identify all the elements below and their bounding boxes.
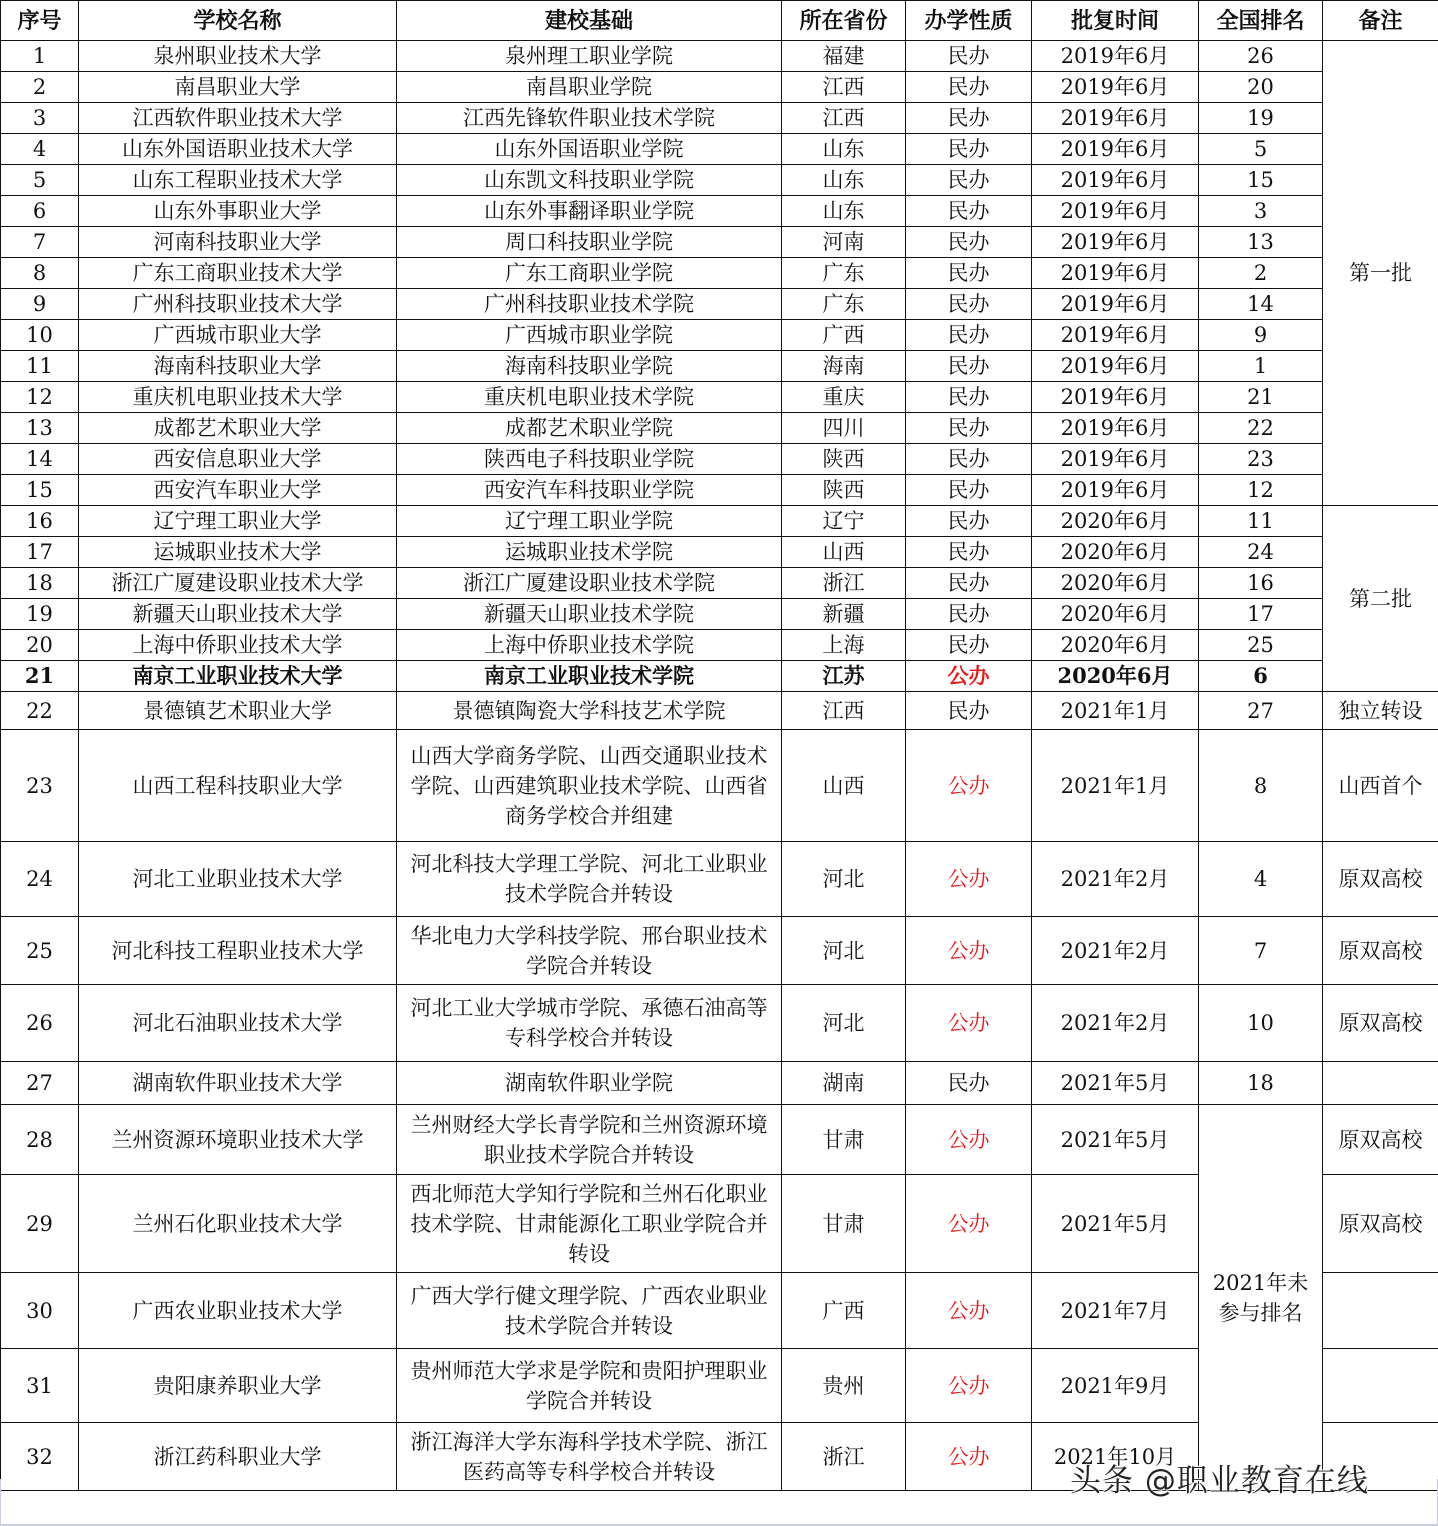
cell-school-name: 上海中侨职业技术大学 bbox=[79, 630, 397, 661]
cell-no: 21 bbox=[1, 661, 79, 692]
table-row bbox=[1, 165, 1438, 196]
cell-type: 公办 bbox=[906, 1423, 1032, 1491]
cell-note: 独立转设 bbox=[1323, 692, 1438, 730]
table-row bbox=[1, 320, 1438, 351]
cell-approval-date: 2021年9月 bbox=[1032, 1349, 1199, 1423]
cell-type: 公办 bbox=[906, 1175, 1032, 1273]
cell-province: 上海 bbox=[782, 630, 906, 661]
cell-approval-date: 2021年2月 bbox=[1032, 842, 1199, 917]
cell-no: 31 bbox=[1, 1349, 79, 1423]
cell-founding-base: 河北工业大学城市学院、承德石油高等专科学校合并转设 bbox=[397, 985, 782, 1062]
cell-province: 山西 bbox=[782, 730, 906, 842]
cell-type: 民办 bbox=[906, 320, 1032, 351]
cell-approval-date: 2019年6月 bbox=[1032, 289, 1199, 320]
col-header-province: 所在省份 bbox=[782, 1, 906, 41]
cell-province: 海南 bbox=[782, 351, 906, 382]
table-row bbox=[1, 537, 1438, 568]
cell-approval-date: 2020年6月 bbox=[1032, 599, 1199, 630]
cell-school-name: 新疆天山职业技术大学 bbox=[79, 599, 397, 630]
table-row bbox=[1, 506, 1438, 537]
cell-rank: 12 bbox=[1199, 475, 1323, 506]
cell-school-name: 河北科技工程职业技术大学 bbox=[79, 917, 397, 985]
cell-note: 原双高校 bbox=[1323, 842, 1438, 917]
cell-founding-base: 贵州师范大学求是学院和贵阳护理职业学院合并转设 bbox=[397, 1349, 782, 1423]
cell-note bbox=[1323, 1349, 1438, 1423]
cell-type: 公办 bbox=[906, 1349, 1032, 1423]
cell-type: 民办 bbox=[906, 103, 1032, 134]
cell-type: 民办 bbox=[906, 289, 1032, 320]
cell-province: 山东 bbox=[782, 165, 906, 196]
cell-rank: 27 bbox=[1199, 692, 1323, 730]
cell-founding-base: 泉州理工职业学院 bbox=[397, 41, 782, 72]
cell-approval-date: 2020年6月 bbox=[1032, 568, 1199, 599]
cell-founding-base: 兰州财经大学长青学院和兰州资源环境职业技术学院合并转设 bbox=[397, 1105, 782, 1175]
cell-approval-date: 2019年6月 bbox=[1032, 258, 1199, 289]
cell-founding-base: 河北科技大学理工学院、河北工业职业技术学院合并转设 bbox=[397, 842, 782, 917]
cell-type: 民办 bbox=[906, 475, 1032, 506]
cell-founding-base: 山东凯文科技职业学院 bbox=[397, 165, 782, 196]
cell-rank: 21 bbox=[1199, 382, 1323, 413]
cell-founding-base: 湖南软件职业学院 bbox=[397, 1062, 782, 1105]
col-header-date: 批复时间 bbox=[1032, 1, 1199, 41]
cell-approval-date: 2020年6月 bbox=[1032, 630, 1199, 661]
cell-type: 民办 bbox=[906, 227, 1032, 258]
col-header-note: 备注 bbox=[1323, 1, 1438, 41]
cell-approval-date: 2019年6月 bbox=[1032, 382, 1199, 413]
cell-province: 河南 bbox=[782, 227, 906, 258]
cell-founding-base: 辽宁理工职业学院 bbox=[397, 506, 782, 537]
cell-no: 24 bbox=[1, 842, 79, 917]
cell-rank: 26 bbox=[1199, 41, 1323, 72]
cell-no: 9 bbox=[1, 289, 79, 320]
cell-rank: 7 bbox=[1199, 917, 1323, 985]
cell-province: 江西 bbox=[782, 692, 906, 730]
cell-rank: 14 bbox=[1199, 289, 1323, 320]
cell-no: 26 bbox=[1, 985, 79, 1062]
cell-rank: 4 bbox=[1199, 842, 1323, 917]
cell-approval-date: 2021年1月 bbox=[1032, 692, 1199, 730]
cell-no: 5 bbox=[1, 165, 79, 196]
table-row bbox=[1, 475, 1438, 506]
table-row bbox=[1, 258, 1438, 289]
cell-province: 新疆 bbox=[782, 599, 906, 630]
cell-approval-date: 2019年6月 bbox=[1032, 227, 1199, 258]
table-row bbox=[1, 227, 1438, 258]
table-row bbox=[1, 351, 1438, 382]
cell-no: 20 bbox=[1, 630, 79, 661]
col-header-base: 建校基础 bbox=[397, 1, 782, 41]
cell-rank: 1 bbox=[1199, 351, 1323, 382]
cell-approval-date: 2021年5月 bbox=[1032, 1175, 1199, 1273]
cell-type: 民办 bbox=[906, 72, 1032, 103]
cell-no: 12 bbox=[1, 382, 79, 413]
cell-founding-base: 西安汽车科技职业学院 bbox=[397, 475, 782, 506]
col-header-name: 学校名称 bbox=[79, 1, 397, 41]
cell-province: 浙江 bbox=[782, 568, 906, 599]
cell-no: 14 bbox=[1, 444, 79, 475]
cell-school-name: 贵阳康养职业大学 bbox=[79, 1349, 397, 1423]
cell-note: 山西首个 bbox=[1323, 730, 1438, 842]
header-row bbox=[1, 1, 1438, 41]
cell-province: 河北 bbox=[782, 842, 906, 917]
cell-rank: 9 bbox=[1199, 320, 1323, 351]
cell-approval-date: 2021年5月 bbox=[1032, 1105, 1199, 1175]
cell-school-name: 河南科技职业大学 bbox=[79, 227, 397, 258]
cell-no: 25 bbox=[1, 917, 79, 985]
cell-school-name: 西安汽车职业大学 bbox=[79, 475, 397, 506]
cell-school-name: 广东工商职业技术大学 bbox=[79, 258, 397, 289]
cell-approval-date: 2019年6月 bbox=[1032, 320, 1199, 351]
cell-type: 公办 bbox=[906, 842, 1032, 917]
cell-province: 广西 bbox=[782, 1273, 906, 1349]
cell-rank: 13 bbox=[1199, 227, 1323, 258]
cell-founding-base: 西北师范大学知行学院和兰州石化职业技术学院、甘肃能源化工职业学院合并转设 bbox=[397, 1175, 782, 1273]
cell-type: 民办 bbox=[906, 196, 1032, 227]
table-row bbox=[1, 1105, 1438, 1175]
table-row bbox=[1, 568, 1438, 599]
cell-founding-base: 成都艺术职业学院 bbox=[397, 413, 782, 444]
cell-rank: 25 bbox=[1199, 630, 1323, 661]
cell-school-name: 广西农业职业技术大学 bbox=[79, 1273, 397, 1349]
cell-province: 湖南 bbox=[782, 1062, 906, 1105]
cell-type: 民办 bbox=[906, 599, 1032, 630]
table-row bbox=[1, 41, 1438, 72]
col-header-no: 序号 bbox=[1, 1, 79, 41]
cell-approval-date: 2020年6月 bbox=[1032, 506, 1199, 537]
cell-province: 福建 bbox=[782, 41, 906, 72]
cell-note-batch1: 第一批 bbox=[1323, 41, 1438, 506]
cell-rank: 18 bbox=[1199, 1062, 1323, 1105]
cell-type: 民办 bbox=[906, 382, 1032, 413]
cell-province: 甘肃 bbox=[782, 1175, 906, 1273]
cell-no: 17 bbox=[1, 537, 79, 568]
cell-province: 重庆 bbox=[782, 382, 906, 413]
cell-province: 辽宁 bbox=[782, 506, 906, 537]
cell-type: 公办 bbox=[906, 730, 1032, 842]
cell-type: 民办 bbox=[906, 630, 1032, 661]
cell-no: 7 bbox=[1, 227, 79, 258]
cell-rank: 19 bbox=[1199, 103, 1323, 134]
cell-no: 6 bbox=[1, 196, 79, 227]
cell-founding-base: 广东工商职业学院 bbox=[397, 258, 782, 289]
cell-approval-date: 2019年6月 bbox=[1032, 196, 1199, 227]
cell-province: 广西 bbox=[782, 320, 906, 351]
col-header-type: 办学性质 bbox=[906, 1, 1032, 41]
cell-type: 民办 bbox=[906, 537, 1032, 568]
cell-province: 江西 bbox=[782, 103, 906, 134]
cell-rank: 15 bbox=[1199, 165, 1323, 196]
cell-school-name: 泉州职业技术大学 bbox=[79, 41, 397, 72]
cell-province: 四川 bbox=[782, 413, 906, 444]
cell-rank: 3 bbox=[1199, 196, 1323, 227]
cell-note: 原双高校 bbox=[1323, 917, 1438, 985]
table-row bbox=[1, 382, 1438, 413]
cell-type: 民办 bbox=[906, 506, 1032, 537]
cell-school-name: 山东外国语职业技术大学 bbox=[79, 134, 397, 165]
cell-school-name: 西安信息职业大学 bbox=[79, 444, 397, 475]
cell-rank: 16 bbox=[1199, 568, 1323, 599]
cell-school-name: 成都艺术职业大学 bbox=[79, 413, 397, 444]
table-row bbox=[1, 1062, 1438, 1105]
cell-school-name: 山西工程科技职业大学 bbox=[79, 730, 397, 842]
cell-note-batch2: 第二批 bbox=[1323, 506, 1438, 692]
cell-no: 3 bbox=[1, 103, 79, 134]
cell-type: 公办 bbox=[906, 1105, 1032, 1175]
cell-rank: 6 bbox=[1199, 661, 1323, 692]
cell-province: 江苏 bbox=[782, 661, 906, 692]
cell-province: 江西 bbox=[782, 72, 906, 103]
cell-approval-date: 2020年6月 bbox=[1032, 661, 1199, 692]
cell-founding-base: 浙江海洋大学东海科学技术学院、浙江医药高等专科学校合并转设 bbox=[397, 1423, 782, 1491]
cell-approval-date: 2019年6月 bbox=[1032, 475, 1199, 506]
cell-approval-date: 2019年6月 bbox=[1032, 413, 1199, 444]
cell-approval-date: 2019年6月 bbox=[1032, 72, 1199, 103]
cell-approval-date: 2019年6月 bbox=[1032, 351, 1199, 382]
table-row bbox=[1, 134, 1438, 165]
cell-province: 山东 bbox=[782, 196, 906, 227]
cell-founding-base: 上海中侨职业技术学院 bbox=[397, 630, 782, 661]
cell-founding-base: 新疆天山职业技术学院 bbox=[397, 599, 782, 630]
table-row bbox=[1, 692, 1438, 730]
cell-no: 29 bbox=[1, 1175, 79, 1273]
cell-rank: 11 bbox=[1199, 506, 1323, 537]
cell-approval-date: 2019年6月 bbox=[1032, 41, 1199, 72]
cell-rank: 24 bbox=[1199, 537, 1323, 568]
cell-rank: 22 bbox=[1199, 413, 1323, 444]
cell-no: 16 bbox=[1, 506, 79, 537]
cell-type: 民办 bbox=[906, 568, 1032, 599]
cell-founding-base: 周口科技职业学院 bbox=[397, 227, 782, 258]
table-row bbox=[1, 917, 1438, 985]
cell-founding-base: 广州科技职业技术学院 bbox=[397, 289, 782, 320]
cell-rank: 5 bbox=[1199, 134, 1323, 165]
cell-founding-base: 海南科技职业学院 bbox=[397, 351, 782, 382]
cell-no: 30 bbox=[1, 1273, 79, 1349]
cell-note: 原双高校 bbox=[1323, 1105, 1438, 1175]
cell-no: 8 bbox=[1, 258, 79, 289]
cell-note: 原双高校 bbox=[1323, 1175, 1438, 1273]
cell-founding-base: 华北电力大学科技学院、邢台职业技术学院合并转设 bbox=[397, 917, 782, 985]
cell-rank: 17 bbox=[1199, 599, 1323, 630]
cell-school-name: 南昌职业大学 bbox=[79, 72, 397, 103]
cell-approval-date: 2019年6月 bbox=[1032, 103, 1199, 134]
cell-province: 甘肃 bbox=[782, 1105, 906, 1175]
cell-school-name: 重庆机电职业技术大学 bbox=[79, 382, 397, 413]
watermark: 头条 @职业教育在线 bbox=[1070, 1463, 1369, 1499]
cell-type: 民办 bbox=[906, 41, 1032, 72]
cell-no: 27 bbox=[1, 1062, 79, 1105]
table-row bbox=[1, 630, 1438, 661]
cell-type: 民办 bbox=[906, 692, 1032, 730]
cell-rank-unranked: 2021年未参与排名 bbox=[1199, 1105, 1323, 1491]
cell-school-name: 浙江广厦建设职业技术大学 bbox=[79, 568, 397, 599]
cell-province: 陕西 bbox=[782, 444, 906, 475]
cell-no: 2 bbox=[1, 72, 79, 103]
cell-school-name: 山东工程职业技术大学 bbox=[79, 165, 397, 196]
cell-province: 浙江 bbox=[782, 1423, 906, 1491]
cell-no: 10 bbox=[1, 320, 79, 351]
table-row bbox=[1, 196, 1438, 227]
cell-approval-date: 2021年10月 bbox=[1032, 1423, 1199, 1491]
cell-no: 11 bbox=[1, 351, 79, 382]
cell-no: 13 bbox=[1, 413, 79, 444]
table-row bbox=[1, 730, 1438, 842]
cell-school-name: 兰州资源环境职业技术大学 bbox=[79, 1105, 397, 1175]
table-row bbox=[1, 72, 1438, 103]
cell-province: 山东 bbox=[782, 134, 906, 165]
table-row bbox=[1, 985, 1438, 1062]
cell-founding-base: 浙江广厦建设职业技术学院 bbox=[397, 568, 782, 599]
cell-type: 民办 bbox=[906, 258, 1032, 289]
cell-approval-date: 2021年5月 bbox=[1032, 1062, 1199, 1105]
cell-founding-base: 南昌职业学院 bbox=[397, 72, 782, 103]
cell-school-name: 景德镇艺术职业大学 bbox=[79, 692, 397, 730]
cell-school-name: 辽宁理工职业大学 bbox=[79, 506, 397, 537]
table-row bbox=[1, 289, 1438, 320]
cell-province: 陕西 bbox=[782, 475, 906, 506]
cell-school-name: 兰州石化职业技术大学 bbox=[79, 1175, 397, 1273]
cell-note bbox=[1323, 1062, 1438, 1105]
cell-school-name: 山东外事职业大学 bbox=[79, 196, 397, 227]
cell-founding-base: 广西城市职业学院 bbox=[397, 320, 782, 351]
cell-approval-date: 2021年2月 bbox=[1032, 917, 1199, 985]
cell-school-name: 河北工业职业技术大学 bbox=[79, 842, 397, 917]
cell-rank: 10 bbox=[1199, 985, 1323, 1062]
cell-type: 公办 bbox=[906, 985, 1032, 1062]
cell-type: 民办 bbox=[906, 165, 1032, 196]
cell-school-name: 湖南软件职业技术大学 bbox=[79, 1062, 397, 1105]
table-row bbox=[1, 599, 1438, 630]
cell-no: 18 bbox=[1, 568, 79, 599]
cell-no: 32 bbox=[1, 1423, 79, 1491]
cell-type: 民办 bbox=[906, 1062, 1032, 1105]
cell-no: 28 bbox=[1, 1105, 79, 1175]
cell-province: 河北 bbox=[782, 917, 906, 985]
cell-school-name: 河北石油职业技术大学 bbox=[79, 985, 397, 1062]
cell-no: 15 bbox=[1, 475, 79, 506]
cell-no: 23 bbox=[1, 730, 79, 842]
cell-founding-base: 山东外国语职业学院 bbox=[397, 134, 782, 165]
cell-rank: 2 bbox=[1199, 258, 1323, 289]
cell-type: 民办 bbox=[906, 134, 1032, 165]
cell-no: 1 bbox=[1, 41, 79, 72]
col-header-rank: 全国排名 bbox=[1199, 1, 1323, 41]
table-row bbox=[1, 103, 1438, 134]
cell-type: 民办 bbox=[906, 351, 1032, 382]
cell-founding-base: 南京工业职业技术学院 bbox=[397, 661, 782, 692]
cell-approval-date: 2021年1月 bbox=[1032, 730, 1199, 842]
cell-rank: 23 bbox=[1199, 444, 1323, 475]
cell-founding-base: 陕西电子科技职业学院 bbox=[397, 444, 782, 475]
cell-note bbox=[1323, 1273, 1438, 1349]
cell-no: 4 bbox=[1, 134, 79, 165]
cell-province: 贵州 bbox=[782, 1349, 906, 1423]
cell-founding-base: 江西先锋软件职业技术学院 bbox=[397, 103, 782, 134]
cell-approval-date: 2019年6月 bbox=[1032, 165, 1199, 196]
cell-province: 山西 bbox=[782, 537, 906, 568]
cell-school-name: 广西城市职业大学 bbox=[79, 320, 397, 351]
cell-type: 公办 bbox=[906, 917, 1032, 985]
cell-rank: 8 bbox=[1199, 730, 1323, 842]
cell-school-name: 运城职业技术大学 bbox=[79, 537, 397, 568]
cell-type: 民办 bbox=[906, 413, 1032, 444]
cell-founding-base: 广西大学行健文理学院、广西农业职业技术学院合并转设 bbox=[397, 1273, 782, 1349]
cell-no: 19 bbox=[1, 599, 79, 630]
cell-school-name: 广州科技职业技术大学 bbox=[79, 289, 397, 320]
table-row bbox=[1, 413, 1438, 444]
cell-approval-date: 2020年6月 bbox=[1032, 537, 1199, 568]
cell-province: 河北 bbox=[782, 985, 906, 1062]
cell-approval-date: 2019年6月 bbox=[1032, 444, 1199, 475]
cell-founding-base: 山东外事翻译职业学院 bbox=[397, 196, 782, 227]
cell-school-name: 浙江药科职业大学 bbox=[79, 1423, 397, 1491]
cell-type: 公办 bbox=[906, 661, 1032, 692]
cell-founding-base: 运城职业技术学院 bbox=[397, 537, 782, 568]
table-row bbox=[1, 842, 1438, 917]
cell-approval-date: 2021年2月 bbox=[1032, 985, 1199, 1062]
cell-approval-date: 2021年7月 bbox=[1032, 1273, 1199, 1349]
cell-founding-base: 景德镇陶瓷大学科技艺术学院 bbox=[397, 692, 782, 730]
table-row bbox=[1, 444, 1438, 475]
cell-note: 原双高校 bbox=[1323, 985, 1438, 1062]
cell-province: 广东 bbox=[782, 289, 906, 320]
cell-type: 民办 bbox=[906, 444, 1032, 475]
cell-founding-base: 山西大学商务学院、山西交通职业技术学院、山西建筑职业技术学院、山西省商务学校合并组建 bbox=[397, 730, 782, 842]
cell-no: 22 bbox=[1, 692, 79, 730]
cell-rank: 20 bbox=[1199, 72, 1323, 103]
table-row bbox=[1, 661, 1438, 692]
cell-founding-base: 重庆机电职业技术学院 bbox=[397, 382, 782, 413]
cell-approval-date: 2019年6月 bbox=[1032, 134, 1199, 165]
cell-type: 公办 bbox=[906, 1273, 1032, 1349]
cell-school-name: 江西软件职业技术大学 bbox=[79, 103, 397, 134]
cell-province: 广东 bbox=[782, 258, 906, 289]
cell-school-name: 南京工业职业技术大学 bbox=[79, 661, 397, 692]
cell-school-name: 海南科技职业大学 bbox=[79, 351, 397, 382]
